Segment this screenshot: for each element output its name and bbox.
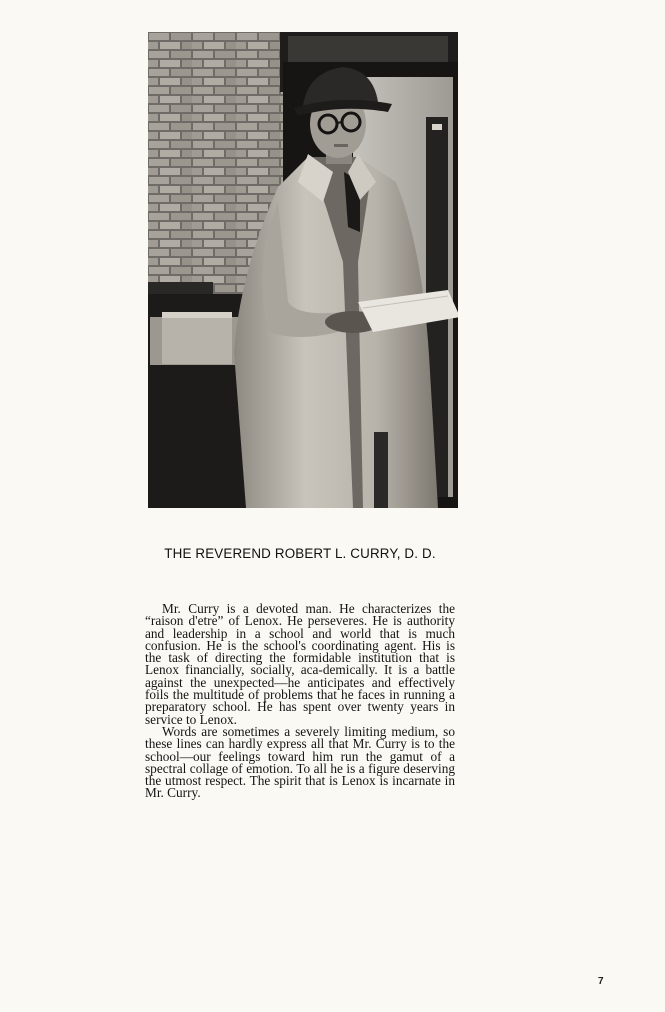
paragraph: Words are sometimes a severely limiting medium, so these lines can hardly express all that Mr. Curry is to the school—our feelings toward him run the gamut of a spectral collage of emotion. To all he is a figure deserving the utmost respect. The spirit that is Lenox is incarnate in Mr. Curry. <box>145 723 455 801</box>
page-number: 7 <box>598 976 604 987</box>
portrait-photo <box>148 32 458 508</box>
paragraph: Mr. Curry is a devoted man. He characterizes the “raison d'etre” of Lenox. He perseveres. He is authority and leadership in a school and world that is much confusion. He is the school's coordinating agent. His is the task of directing the formidable institution that is Lenox financially, socially, aca-demically. It is a battle against the unexpected—he anticipates and effectively foils the multitude of problems that he faces in running a preparatory school. He has spent over twenty years in service to Lenox. <box>145 601 455 727</box>
portrait-photo-illustration <box>148 32 458 508</box>
article-body <box>145 603 455 800</box>
page-title: THE REVEREND ROBERT L. CURRY, D. D. <box>164 546 436 561</box>
